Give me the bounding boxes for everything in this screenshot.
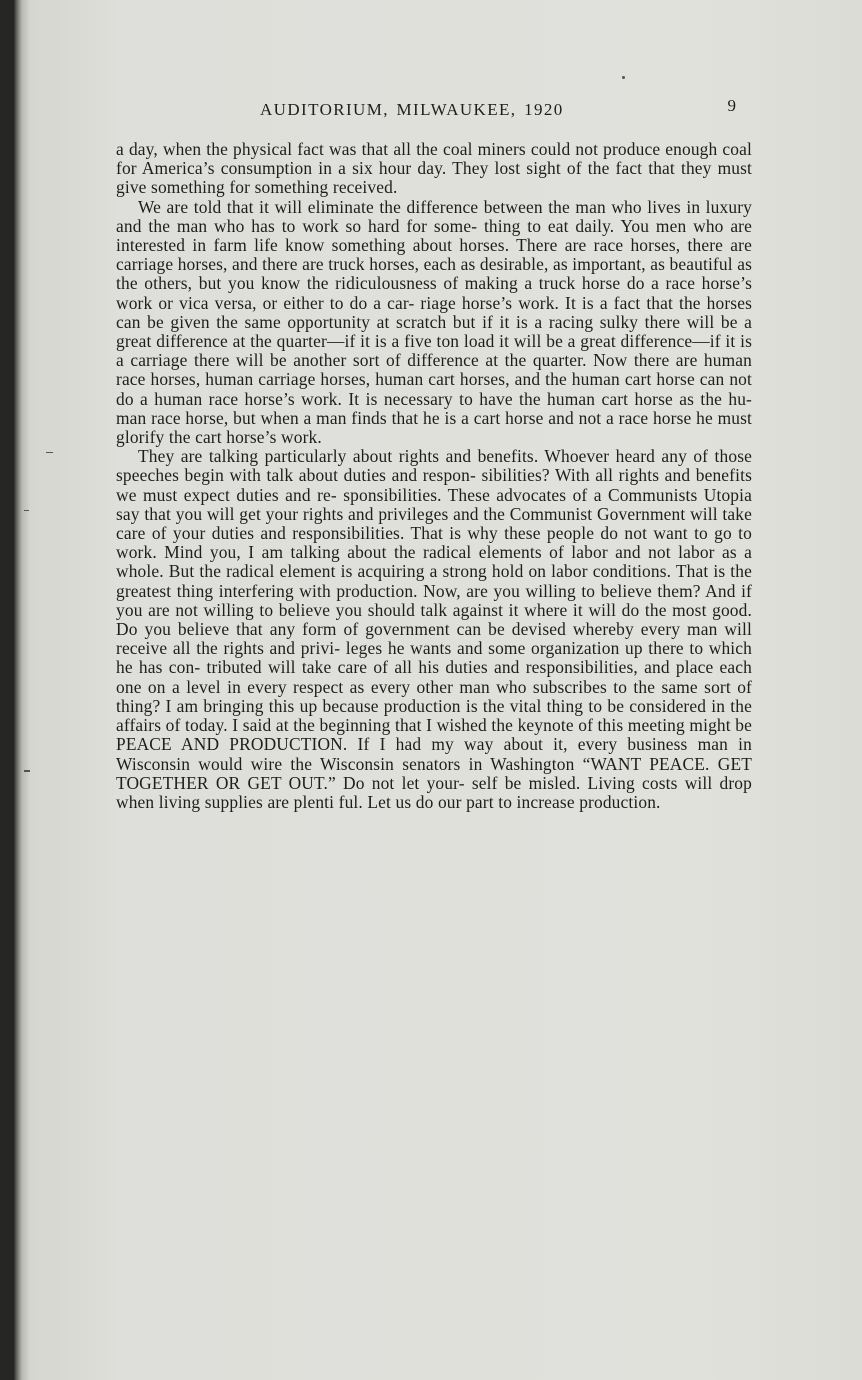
paragraph-1: a day, when the physical fact was that all the coal miners could not produce enough coal for America’s consumption in a six hour day. They lost sight of the fact that they must give something for something received. (116, 139, 752, 198)
paragraph-3: They are talking particularly about rights and benefits. Whoever heard any of those speeches begin with talk about duties and respon- sibilities? With all rights and benefits we must expect duties and re- sponsibilities. These advocates of a Communists Utopia say that you will get your rights and privileges and the Communist Government will take care of your duties and responsibilities. That is why these people do not want to go to work. Mind you, I am talking about the radical elements of labor and not labor as a whole. But the radical element is acquiring a strong hold on labor conditions. That is the greatest thing interfering with production. Now, are you willing to believe them? And if you are not willing to believe you should talk against it where it will do the most good. Do you believe that any form of government can be devised whereby every man will receive all the rights and privi- leges he wants and some organization up there to which he has con- tributed will take care of all his duties and responsibilities, and place each one on a level in every respect as every other man who subscribes to the same sort of thing? I am bringing this up because production is the vital thing to be considered in the affairs of today. I said at the beginning that I wished the keynote of this meeting might be PEACE AND PRODUCTION. If I had my way about it, every business man in Wisconsin would wire the Wisconsin senators in Washington “WANT PEACE. GET TOGETHER OR GET OUT.” Do not let your- self be misled. Living costs will drop when living supplies are plenti ful. Let us do our part to increase production. (116, 446, 752, 812)
margin-mark (46, 452, 53, 453)
body-text (116, 140, 752, 812)
scan-speck (622, 76, 625, 79)
margin-mark (24, 510, 29, 511)
page-number: 9 (727, 96, 736, 115)
margin-mark (24, 770, 30, 772)
running-title: AUDITORIUM, MILWAUKEE, 1920 (260, 100, 564, 119)
paragraph-2: We are told that it will eliminate the difference between the man who lives in luxury and the man who has to work so hard for some- thing to eat daily. You men who are interested in farm life know something about horses. There are race horses, there are carriage horses, and there are truck horses, each as desirable, as important, as beautiful as the others, but you know the ridiculousness of making a truck horse do a race horse’s work or vica versa, or either to do a car- riage horse’s work. It is a fact that the horses can be given the same opportunity at scratch but if it is a racing sulky there will be a great difference at the quarter—if it is a five ton load it will be a great difference—if it is a carriage there will be another sort of difference at the quarter. Now there are human race horses, human carriage horses, human cart horses, and the human cart horse can not do a human race horse’s work. It is necessary to have the human cart horse as the hu- man race horse, but when a man finds that he is a cart horse and not a race horse he must glorify the cart horse’s work. (116, 196, 752, 448)
running-header (238, 96, 758, 126)
book-spine-shadow (0, 0, 14, 1380)
